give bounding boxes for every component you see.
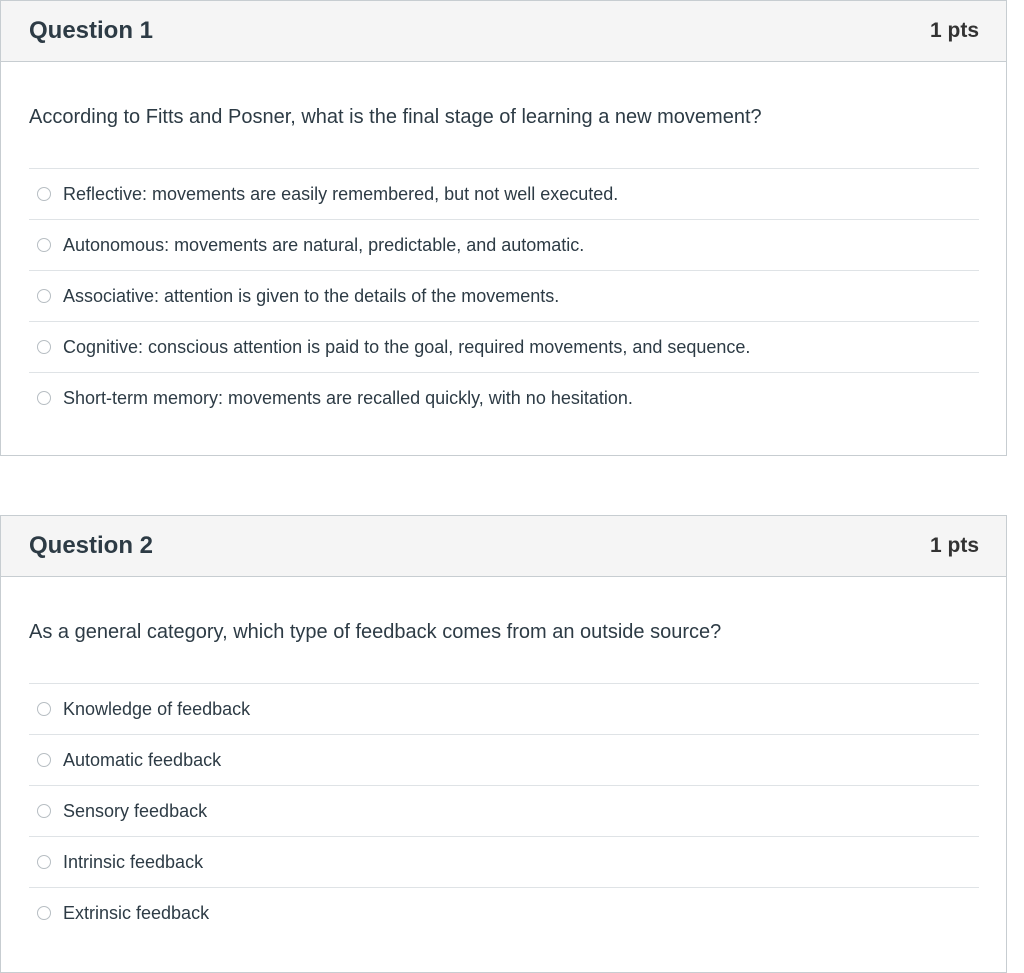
question-title: Question 1 [29, 17, 154, 44]
question-card-1 [0, 0, 1007, 456]
answer-option[interactable] [29, 836, 979, 887]
answer-option[interactable] [29, 734, 979, 785]
radio-button[interactable] [37, 855, 51, 869]
answer-label: Cognitive: conscious attention is paid to the goal, required movements, and sequence. [63, 336, 751, 357]
radio-button[interactable] [37, 289, 51, 303]
answer-label: Associative: attention is given to the details of the movements. [63, 285, 560, 306]
answer-option[interactable] [29, 168, 979, 219]
question-header [1, 516, 1006, 577]
answer-option[interactable] [29, 321, 979, 372]
answer-option[interactable] [29, 887, 979, 938]
radio-button[interactable] [37, 906, 51, 920]
answer-label: Reflective: movements are easily remembered, but not well executed. [63, 183, 619, 204]
answer-option[interactable] [29, 372, 979, 423]
answer-list [29, 168, 979, 423]
radio-button[interactable] [37, 753, 51, 767]
answer-label: Extrinsic feedback [63, 902, 210, 923]
radio-button[interactable] [37, 391, 51, 405]
answer-label: Sensory feedback [63, 800, 208, 821]
answer-label: Knowledge of feedback [63, 698, 251, 719]
answer-option[interactable] [29, 683, 979, 734]
answer-list [29, 683, 979, 938]
question-card-2 [0, 515, 1007, 973]
question-text: According to Fitts and Posner, what is the final stage of learning a new movement? [29, 106, 762, 128]
answer-label: Autonomous: movements are natural, predictable, and automatic. [63, 234, 585, 255]
answer-label: Short-term memory: movements are recalled quickly, with no hesitation. [63, 387, 633, 408]
radio-button[interactable] [37, 804, 51, 818]
question-text: As a general category, which type of feedback comes from an outside source? [29, 621, 722, 643]
radio-button[interactable] [37, 187, 51, 201]
answer-option[interactable] [29, 785, 979, 836]
question-points: 1 pts [929, 19, 979, 42]
answer-option[interactable] [29, 219, 979, 270]
radio-button[interactable] [37, 702, 51, 716]
radio-button[interactable] [37, 340, 51, 354]
question-points: 1 pts [929, 534, 979, 557]
question-header [1, 1, 1006, 62]
answer-option[interactable] [29, 270, 979, 321]
radio-button[interactable] [37, 238, 51, 252]
answer-label: Intrinsic feedback [63, 851, 204, 872]
answer-label: Automatic feedback [63, 749, 222, 770]
question-title: Question 2 [29, 532, 154, 559]
